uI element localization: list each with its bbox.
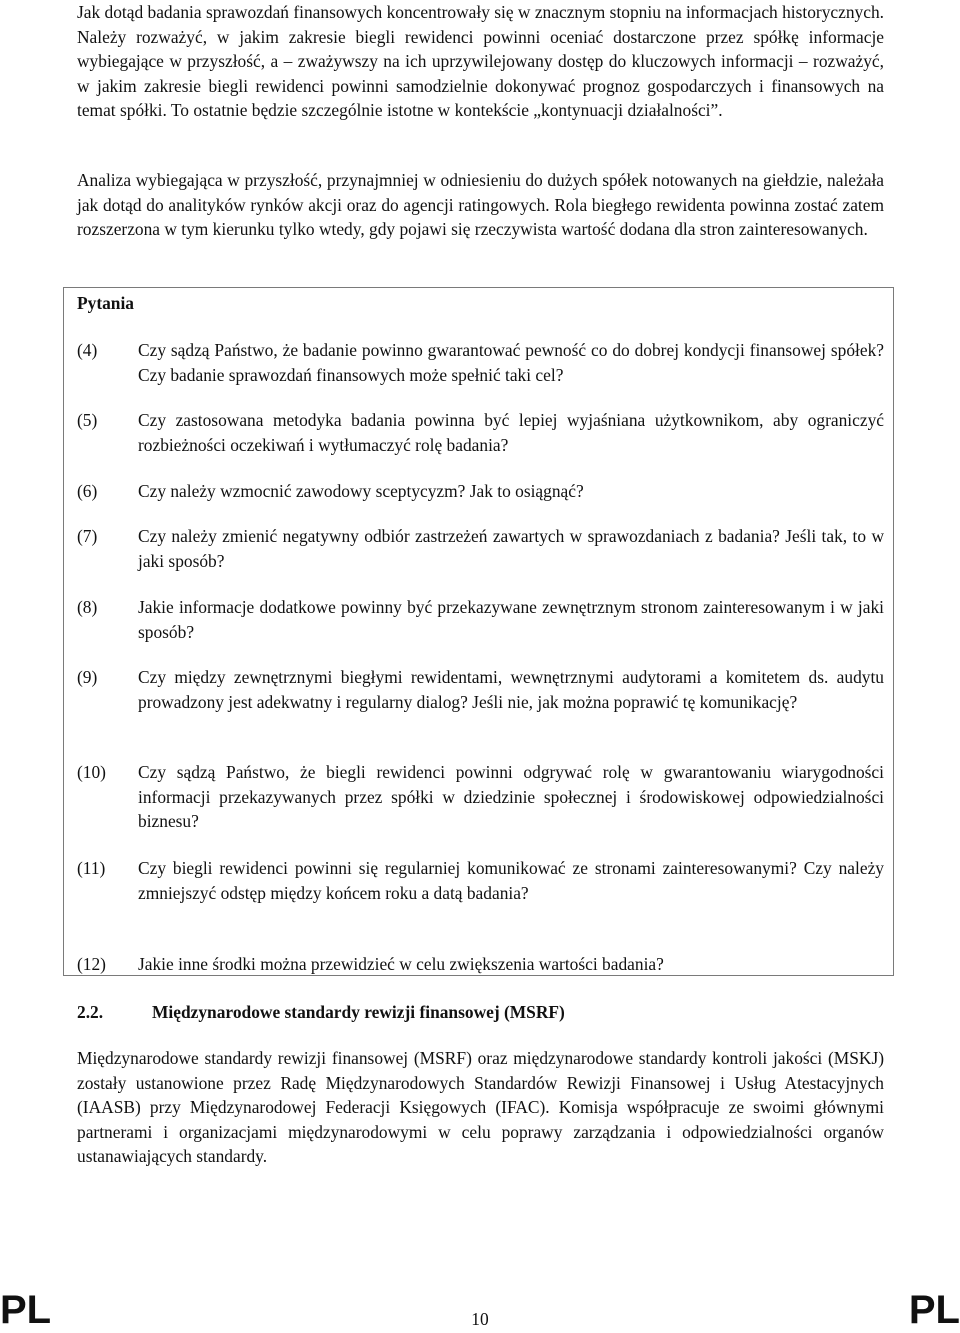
question-text: Czy sądzą Państwo, że badanie powinno gwarantować pewność co do dobrej kondycji finansowej spółek? Czy badanie sprawozdań finansowych może spełnić taki cel?	[138, 340, 884, 385]
question-5	[77, 408, 884, 457]
question-text: Jakie informacje dodatkowe powinny być przekazywane zewnętrznym stronom zainteresowanym i w jaki sposób?	[138, 597, 884, 642]
intro-paragraph-1: Jak dotąd badania sprawozdań finansowych koncentrowały się w znacznym stopniu na informacjach historycznych. Należy rozważyć, w jakim zakresie biegli rewidenci powinni oceniać dostarczone przez spółkę informacje wybiegające w przyszłość, a – zważywszy na ich uprzywilejowany dostęp do kluczowych informacji – rozważyć, w jakim zakresie biegli rewidenci powinni samodzielnie dokonywać prognoz gospodarczych i finansowych na temat spółki. To ostatnie będzie szczególnie istotne w kontekście „kontynuacji działalności”.	[77, 2, 884, 120]
questions-title: Pytania	[77, 293, 135, 313]
question-4	[77, 338, 884, 387]
question-10	[77, 760, 884, 834]
question-text: Czy biegli rewidenci powinni się regularniej komunikować ze stronami zainteresowanymi? Czy należy zmniejszyć odstęp między końcem roku a datą badania?	[138, 858, 884, 903]
intro-paragraph-2: Analiza wybiegająca w przyszłość, przynajmniej w odniesieniu do dużych spółek notowanych na giełdzie, należała jak dotąd do analityków rynków akcji oraz do agencji ratingowych. Rola biegłego rewidenta powinna zostać zatem rozszerzona w tym kierunku tylko wtedy, gdy pojawi się rzeczywista wartość dodana dla stron zainteresowanych.	[77, 170, 884, 239]
question-text: Czy sądzą Państwo, że biegli rewidenci powinni odgrywać rolę w gwarantowaniu wiarygodności informacji przekazywanych przez spółki w dziedzinie społecznej i środowiskowej odpowiedzialności biznesu?	[138, 762, 884, 831]
question-number: (11)	[77, 858, 106, 878]
question-number: (9)	[77, 667, 98, 687]
section-number: 2.2.	[77, 1002, 104, 1022]
question-number: (5)	[77, 410, 98, 430]
page-number: 10	[471, 1309, 489, 1329]
section-paragraph: Międzynarodowe standardy rewizji finansowej (MSRF) oraz międzynarodowe standardy kontroli jakości (MSKJ) zostały ustanowione przez Radę Międzynarodowych Standardów Rewizji Finansowej i Usług Atestacyjnych (IAASB) przy Międzynarodowej Federacji Księgowych (IFAC). Komisja współpracuje ze swoimi głównymi partnerami i organizacjami międzynarodowymi w celu poprawy zarządzania i odpowiedzialności organów ustanawiających standardy.	[77, 1048, 884, 1166]
question-text: Czy między zewnętrznymi biegłymi rewidentami, wewnętrznymi audytorami a komitetem ds. audytu prowadzony jest adekwatny i regularny dialog? Jeśli nie, jak można poprawić tę komunikację?	[138, 667, 884, 712]
question-text: Czy należy zmienić negatywny odbiór zastrzeżeń zawartych w sprawozdaniach z badania? Jeśli tak, to w jaki sposób?	[138, 526, 884, 571]
question-11	[77, 856, 884, 905]
question-number: (4)	[77, 340, 98, 360]
section-heading	[77, 1000, 565, 1025]
question-number: (8)	[77, 597, 98, 617]
question-7	[77, 524, 884, 573]
question-text: Jakie inne środki można przewidzieć w celu zwiększenia wartości badania?	[138, 954, 664, 974]
question-6	[77, 479, 884, 504]
question-number: (10)	[77, 762, 106, 782]
question-number: (12)	[77, 954, 106, 974]
footer-language-right: PL	[908, 1288, 960, 1332]
question-number: (6)	[77, 481, 98, 501]
question-number: (7)	[77, 526, 98, 546]
question-text: Czy zastosowana metodyka badania powinna być lepiej wyjaśniana użytkownikom, aby ograniczyć rozbieżności oczekiwań i wytłumaczyć rolę badania?	[138, 410, 884, 455]
footer-language-left: PL	[0, 1288, 52, 1332]
question-text: Czy należy wzmocnić zawodowy sceptycyzm? Jak to osiągnąć?	[138, 481, 584, 501]
question-12	[77, 952, 884, 977]
question-8	[77, 595, 884, 644]
question-9	[77, 665, 884, 714]
section-title: Międzynarodowe standardy rewizji finansowej (MSRF)	[152, 1002, 565, 1022]
